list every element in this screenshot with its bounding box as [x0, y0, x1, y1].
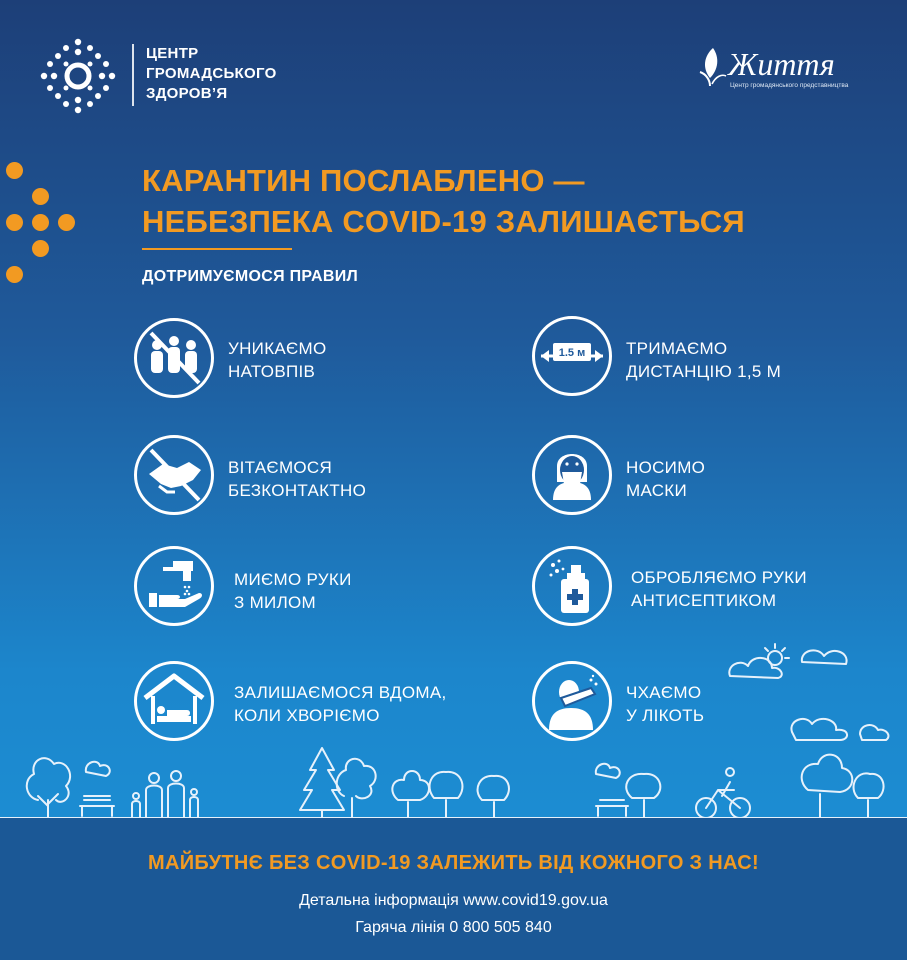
rule-wash-hands-line2: З МИЛОМ: [234, 593, 317, 612]
footer-hotline: Гаряча лінія 0 800 505 840: [355, 919, 552, 936]
footer-headline: МАЙБУТНЄ БЕЗ COVID-19 ЗАЛЕЖИТЬ ВІД КОЖНОГО З НАС!: [148, 852, 759, 874]
public-health-logo-icon: [36, 34, 120, 118]
rule-wash-hands: [234, 568, 352, 614]
rule-contactless-greeting-line1: ВІТАЄМОСЯ: [228, 458, 333, 477]
rule-stay-home-line1: ЗАЛИШАЄМОСЯ ВДОМА,: [234, 683, 447, 702]
org-name-line2: ГРОМАДСЬКОГО: [146, 65, 277, 82]
no-crowd-icon: [134, 318, 214, 398]
bench-icon: [80, 796, 114, 816]
rule-use-sanitizer-line1: ОБРОБЛЯЄМО РУКИ: [631, 568, 807, 587]
sanitizer-icon: [532, 546, 612, 626]
footer: [0, 818, 907, 960]
rule-wash-hands-line1: МИЄМО РУКИ: [234, 570, 352, 589]
rule-keep-distance-line2: ДИСТАНЦІЮ 1,5 М: [626, 362, 782, 381]
rule-keep-distance-line1: ТРИМАЄМО: [626, 339, 728, 358]
tree-icon: [430, 772, 463, 818]
logo-divider: [132, 44, 134, 106]
org-name-line1: ЦЕНТР: [146, 45, 199, 62]
cloud-icon: [596, 764, 620, 778]
mask-icon: [532, 435, 612, 515]
partner-subtitle: Центр громадянського представництва: [730, 82, 849, 89]
rule-wear-masks-line2: МАСКИ: [626, 481, 688, 500]
rule-sneeze-elbow-line2: У ЛІКОТЬ: [626, 706, 705, 725]
subtitle: ДОТРИМУЄМОСЯ ПРАВИЛ: [142, 268, 359, 285]
cloud-icon: [802, 650, 847, 664]
rule-use-sanitizer-line2: АНТИСЕПТИКОМ: [631, 591, 777, 610]
footer-info: Детальна інформація www.covid19.gov.ua: [299, 892, 608, 909]
bench-icon: [596, 800, 628, 816]
tree-icon: [802, 755, 853, 818]
cyclist-icon: [696, 768, 750, 818]
rule-use-sanitizer: [631, 566, 807, 612]
rule-avoid-crowds: [228, 337, 327, 383]
rule-contactless-greeting: [228, 456, 366, 502]
distance-icon-label: 1.5 м: [558, 347, 586, 359]
park-landscape-illustration: [0, 630, 907, 820]
rule-avoid-crowds-line2: НАТОВПІВ: [228, 362, 316, 381]
no-handshake-icon: [134, 435, 214, 515]
rule-keep-distance: [626, 337, 781, 383]
sun-icon: [768, 651, 782, 665]
partner-name: Життя: [728, 46, 835, 82]
tree-icon: [392, 771, 429, 818]
page-title-line2: НЕБЕЗПЕКА COVID-19 ЗАЛИШАЄТЬСЯ: [142, 204, 745, 239]
cloud-icon: [791, 719, 847, 740]
cloud-icon: [860, 725, 888, 740]
distance-icon: [532, 316, 612, 396]
tree-icon: [626, 774, 660, 818]
cloud-icon: [729, 658, 781, 678]
family-icon: [132, 771, 198, 818]
wash-hands-icon: [134, 546, 214, 626]
page-title: [142, 160, 745, 242]
org-name-line3: ЗДОРОВ’Я: [146, 85, 228, 102]
leaf-logo-icon: [696, 46, 730, 88]
rule-contactless-greeting-line2: БЕЗКОНТАКТНО: [228, 481, 367, 500]
tree-icon: [854, 773, 884, 818]
rule-avoid-crowds-line1: УНИКАЄМО: [228, 339, 327, 358]
rule-wear-masks: [626, 456, 705, 502]
org-name: [146, 44, 277, 104]
rule-sneeze-elbow-line1: ЧХАЄМО: [626, 683, 702, 702]
cloud-icon: [86, 762, 110, 776]
title-underline: [142, 248, 292, 250]
tree-icon: [38, 794, 58, 818]
page-title-line1: КАРАНТИН ПОСЛАБЛЕНО —: [142, 163, 585, 198]
rule-stay-home-line2: КОЛИ ХВОРІЄМО: [234, 706, 380, 725]
tree-icon: [478, 776, 509, 818]
rule-wear-masks-line1: НОСИМО: [626, 458, 706, 477]
